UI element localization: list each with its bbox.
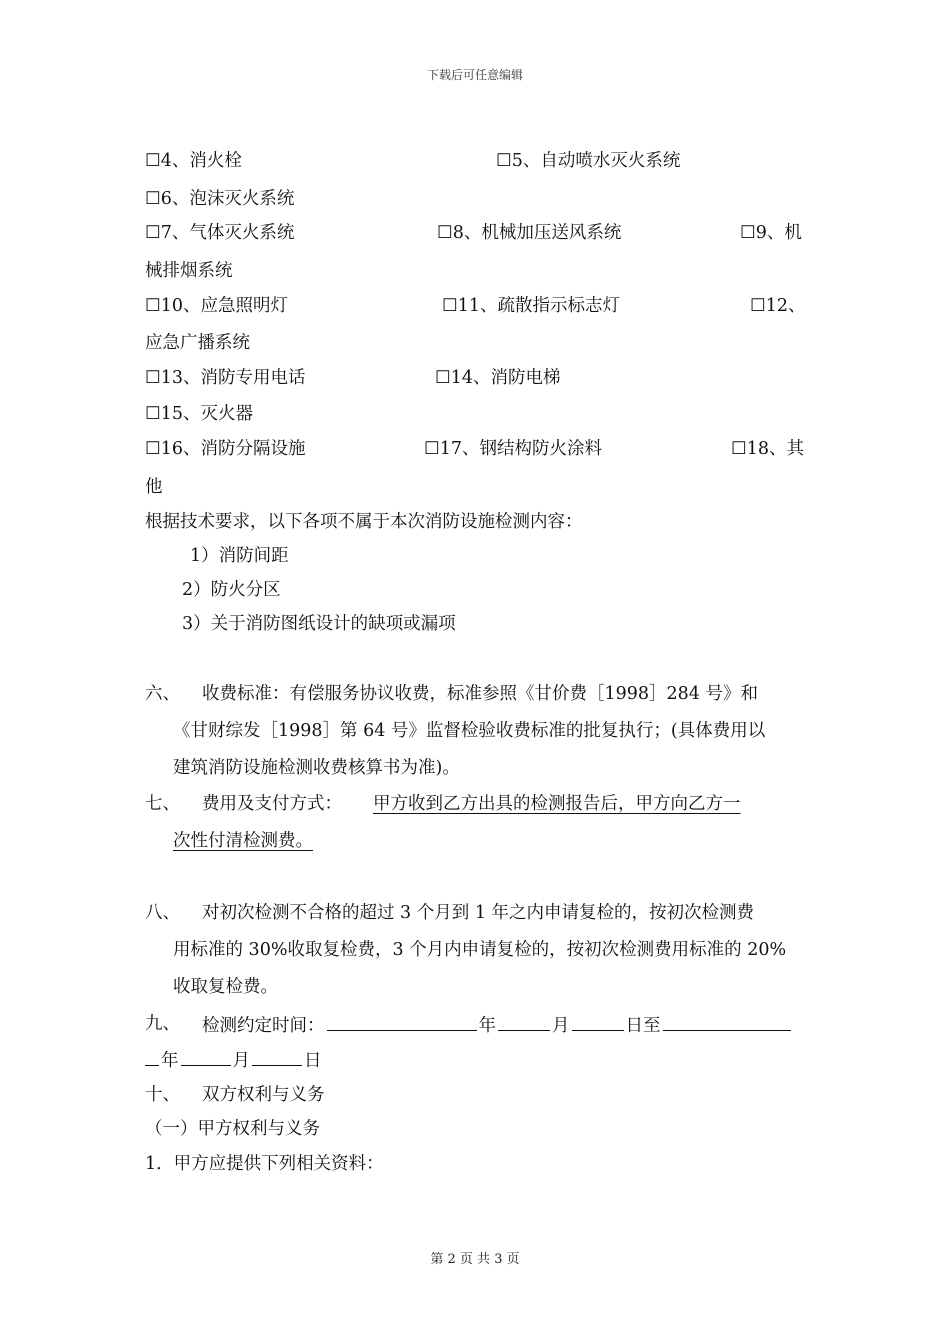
day2-label: 日 — [304, 1051, 322, 1071]
section8-line1: 对初次检测不合格的超过 3 个月到 1 年之内申请复检的，按初次检测费 — [202, 903, 755, 923]
checklist-item-9: ☐9、机 — [740, 223, 802, 243]
checklist-item-13: ☐13、消防专用电话 — [145, 368, 306, 388]
checklist-item-18-cont: 他 — [145, 477, 163, 497]
section9-label: 检测约定时间： — [202, 1016, 325, 1036]
checklist-item-4: ☐4、消火栓 — [145, 151, 242, 171]
checklist-item-18: ☐18、其 — [731, 439, 804, 459]
section8-number: 八、 — [145, 903, 180, 923]
start-month-blank[interactable] — [498, 1013, 550, 1031]
checklist-item-8: ☐8、机械加压送风系统 — [437, 223, 622, 243]
section10-title: 双方权利与义务 — [202, 1085, 325, 1105]
end-day-blank[interactable] — [252, 1048, 302, 1066]
section9-line1 — [202, 1013, 793, 1037]
checklist-item-12-cont: 应急广播系统 — [145, 333, 250, 353]
section6-line2: 《甘财综发［1998］第 64 号》监督检验收费标准的批复执行；(具体费用以 — [173, 721, 766, 741]
section7-label: 费用及支付方式： — [202, 794, 342, 814]
checklist-item-16: ☐16、消防分隔设施 — [145, 439, 306, 459]
end-month-blank[interactable] — [181, 1048, 231, 1066]
year-label: 年 — [478, 1016, 496, 1036]
page-header: 下载后可任意编辑 — [426, 68, 523, 82]
month2-label: 月 — [232, 1051, 250, 1071]
end-date-blank[interactable] — [663, 1013, 791, 1031]
checklist-item-7: ☐7、气体灭火系统 — [145, 223, 295, 243]
section6-number: 六、 — [145, 684, 180, 704]
page-footer: 第 2 页 共 3 页 — [430, 1252, 520, 1267]
exclusion-item-2: 2）防火分区 — [182, 580, 281, 600]
section7-payment-line1: 甲方收到乙方出具的检测报告后，甲方向乙方一 — [373, 794, 741, 814]
start-year-blank[interactable] — [327, 1013, 477, 1031]
section10-number: 十、 — [145, 1085, 180, 1105]
start-day-blank[interactable] — [572, 1013, 624, 1031]
section10-item1: 1．甲方应提供下列相关资料： — [145, 1154, 384, 1174]
section10-sub1: （一）甲方权利与义务 — [145, 1119, 320, 1139]
section8-line2: 用标准的 30%收取复检费，3 个月内申请复检的，按初次检测费用标准的 20% — [173, 940, 787, 960]
checklist-item-15: ☐15、灭火器 — [145, 404, 253, 424]
exclusions-intro: 根据技术要求，以下各项不属于本次消防设施检测内容： — [145, 512, 583, 532]
checklist-item-6: ☐6、泡沫灭火系统 — [145, 189, 295, 209]
exclusion-item-1: 1）消防间距 — [190, 546, 289, 566]
checklist-item-12: ☐12、 — [750, 296, 806, 316]
section6-line3: 建筑消防设施检测收费核算书为准)。 — [173, 758, 460, 778]
end-year-blank[interactable] — [145, 1048, 159, 1066]
checklist-item-14: ☐14、消防电梯 — [435, 368, 561, 388]
section8-line3: 收取复检费。 — [173, 977, 278, 997]
year2-label: 年 — [161, 1051, 179, 1071]
section6-line1: 收费标准：有偿服务协议收费，标准参照《甘价费［1998］284 号》和 — [202, 684, 758, 704]
checklist-item-11: ☐11、疏散指示标志灯 — [442, 296, 620, 316]
checklist-item-10: ☐10、应急照明灯 — [145, 296, 288, 316]
day-to-label: 日至 — [625, 1016, 661, 1036]
exclusion-item-3: 3）关于消防图纸设计的缺项或漏项 — [182, 614, 456, 634]
checklist-item-9-cont: 械排烟系统 — [145, 261, 233, 281]
section7-payment-line2: 次性付清检测费。 — [173, 831, 313, 851]
section9-line2 — [145, 1048, 322, 1072]
section7-number: 七、 — [145, 794, 180, 814]
month-label: 月 — [552, 1016, 570, 1036]
checklist-item-5: ☐5、自动喷水灭火系统 — [496, 151, 681, 171]
section9-number: 九、 — [145, 1014, 180, 1034]
checklist-item-17: ☐17、钢结构防火涂料 — [424, 439, 602, 459]
